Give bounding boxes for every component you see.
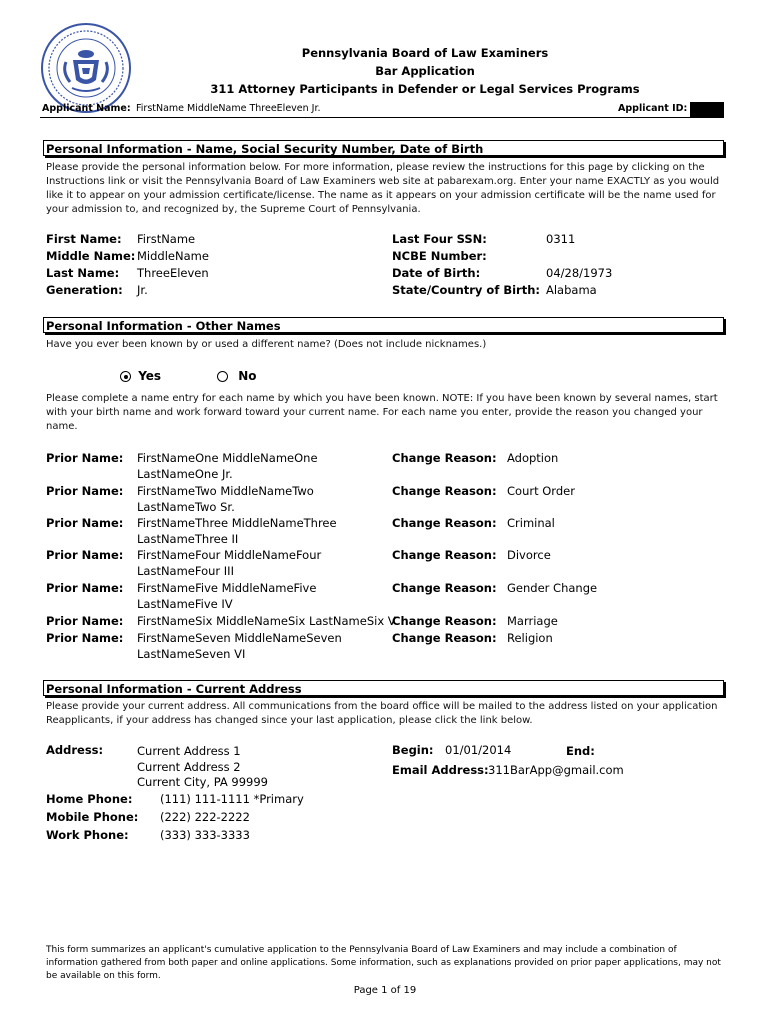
section-name-intro: Please provide the personal information below. For more information, please review the instructions for this page by clicking on the Instructions link or visit the Pennsylvania Board of Law Examiners web site at pabarexam.org. Enter your name EXACTLY as you would like it to appear on your admission certificate/license. The name as it appears on your admission certificate will be the name used for your admission to, and recognized by, the Supreme Court of Pennsylvania. [46,162,720,215]
change-reason-value: Court Order [507,484,575,498]
no-option[interactable] [217,369,256,383]
prior-name-line-2: LastNameOne Jr. [137,467,233,481]
change-reason-label: Change Reason: [392,614,497,628]
section-other-names-header: Personal Information - Other Names [43,317,724,333]
prior-name-line-1: FirstNameFour MiddleNameFour [137,548,322,562]
ncbe-label: NCBE Number: [392,249,487,263]
applicant-name-label: Applicant Name: [42,103,131,114]
change-reason-value: Marriage [507,614,558,628]
dob-label: Date of Birth: [392,266,481,280]
no-radio-icon[interactable] [217,371,228,382]
change-reason-label: Change Reason: [392,548,497,562]
prior-name-label: Prior Name: [46,451,124,465]
change-reason-label: Change Reason: [392,516,497,530]
begin-label: Begin: [392,743,434,757]
email-value: 311BarApp@gmail.com [488,763,624,777]
change-reason-value: Religion [507,631,553,645]
prior-name-line-2: LastNameFive IV [137,597,233,611]
yes-option-label: Yes [138,369,162,383]
applicant-name-value: FirstName MiddleName ThreeEleven Jr. [136,103,321,114]
first-name-value: FirstName [137,232,196,246]
ssn-label: Last Four SSN: [392,232,487,246]
change-reason-value: Criminal [507,516,555,530]
address-label: Address: [46,743,104,757]
applicant-bar [40,102,724,118]
work-phone-value: (333) 333-3333 [160,828,250,842]
middle-name-value: MiddleName [137,249,209,263]
prior-name-line-1: FirstNameFive MiddleNameFive [137,581,317,595]
work-phone-label: Work Phone: [46,828,129,842]
birth-place-value: Alabama [546,283,597,297]
document-title: Bar Application [375,64,475,78]
prior-name-label: Prior Name: [46,581,124,595]
change-reason-label: Change Reason: [392,451,497,465]
birth-place-label: State/Country of Birth: [392,283,540,297]
address-intro: Please provide your current address. All communications from the board office will be mailed to the address listed on your application Reapplicants, if your address has changed since your last application, please click the link below. [46,701,718,726]
yes-radio-selected-icon[interactable] [120,371,131,382]
address-line-1: Current Address 1 [137,744,241,758]
no-option-label: No [238,369,257,383]
prior-name-line-2: LastNameTwo Sr. [137,500,235,514]
middle-name-label: Middle Name: [46,249,136,263]
prior-name-label: Prior Name: [46,484,124,498]
end-label: End: [566,744,595,758]
other-names-instructions: Please complete a name entry for each name by which you have been known. NOTE: If you have been known by several names, start with your birth name and work forward toward your current name. For each name you enter, provide the reason you changed your name. [46,393,718,432]
generation-label: Generation: [46,283,123,297]
change-reason-label: Change Reason: [392,631,497,645]
footer-note: This form summarizes an applicant's cumulative application to the Pennsylvania Board of Law Examiners and may include a combination of information gathered from both paper and online applications. Some information, such as explanations provided on prior paper applications, may not be available on this form. [46,945,721,981]
change-reason-value: Adoption [507,451,559,465]
prior-name-label: Prior Name: [46,631,124,645]
other-names-question: Have you ever been known by or used a different name? (Does not include nicknames.) [46,339,487,350]
ssn-value: 0311 [546,232,576,246]
change-reason-value: Divorce [507,548,551,562]
prior-name-line-2: LastNameThree II [137,532,239,546]
last-name-value: ThreeEleven [137,266,209,280]
yes-option[interactable] [120,369,161,383]
home-phone-label: Home Phone: [46,792,133,806]
program-title: 311 Attorney Participants in Defender or Legal Services Programs [210,82,640,96]
dob-value: 04/28/1973 [546,266,613,280]
prior-name-line-1: FirstNameTwo MiddleNameTwo [137,484,314,498]
email-label: Email Address: [392,763,489,777]
mobile-phone-value: (222) 222-2222 [160,810,250,824]
change-reason-label: Change Reason: [392,581,497,595]
prior-name-line-1: FirstNameOne MiddleNameOne [137,451,318,465]
address-line-3: Current City, PA 99999 [137,775,269,789]
prior-name-line-2: LastNameFour III [137,564,234,578]
prior-name-line-1: FirstNameSeven MiddleNameSeven [137,631,342,645]
generation-value: Jr. [137,283,148,297]
change-reason-label: Change Reason: [392,484,497,498]
prior-name-line-1: FirstNameThree MiddleNameThree [137,516,337,530]
mobile-phone-label: Mobile Phone: [46,810,139,824]
board-title: Pennsylvania Board of Law Examiners [301,46,549,60]
last-name-label: Last Name: [46,266,120,280]
prior-name-label: Prior Name: [46,548,124,562]
section-name-ssn-dob-header: Personal Information - Name, Social Security Number, Date of Birth [43,140,724,156]
prior-name-line-2: LastNameSeven VI [137,647,246,661]
first-name-label: First Name: [46,232,122,246]
prior-name-label: Prior Name: [46,516,124,530]
board-seal-logo [40,22,132,114]
home-phone-value: (111) 111-1111 *Primary [160,792,304,806]
section-address-header: Personal Information - Current Address [43,680,724,696]
address-line-2: Current Address 2 [137,760,241,774]
begin-value: 01/01/2014 [445,743,512,757]
applicant-id-label: Applicant ID: [618,103,688,114]
change-reason-value: Gender Change [507,581,598,595]
applicant-id-redacted [690,102,724,117]
prior-name-line-1: FirstNameSix MiddleNameSix LastNameSix V [137,614,396,628]
page-number: Page 1 of 19 [353,985,417,996]
prior-name-label: Prior Name: [46,614,124,628]
